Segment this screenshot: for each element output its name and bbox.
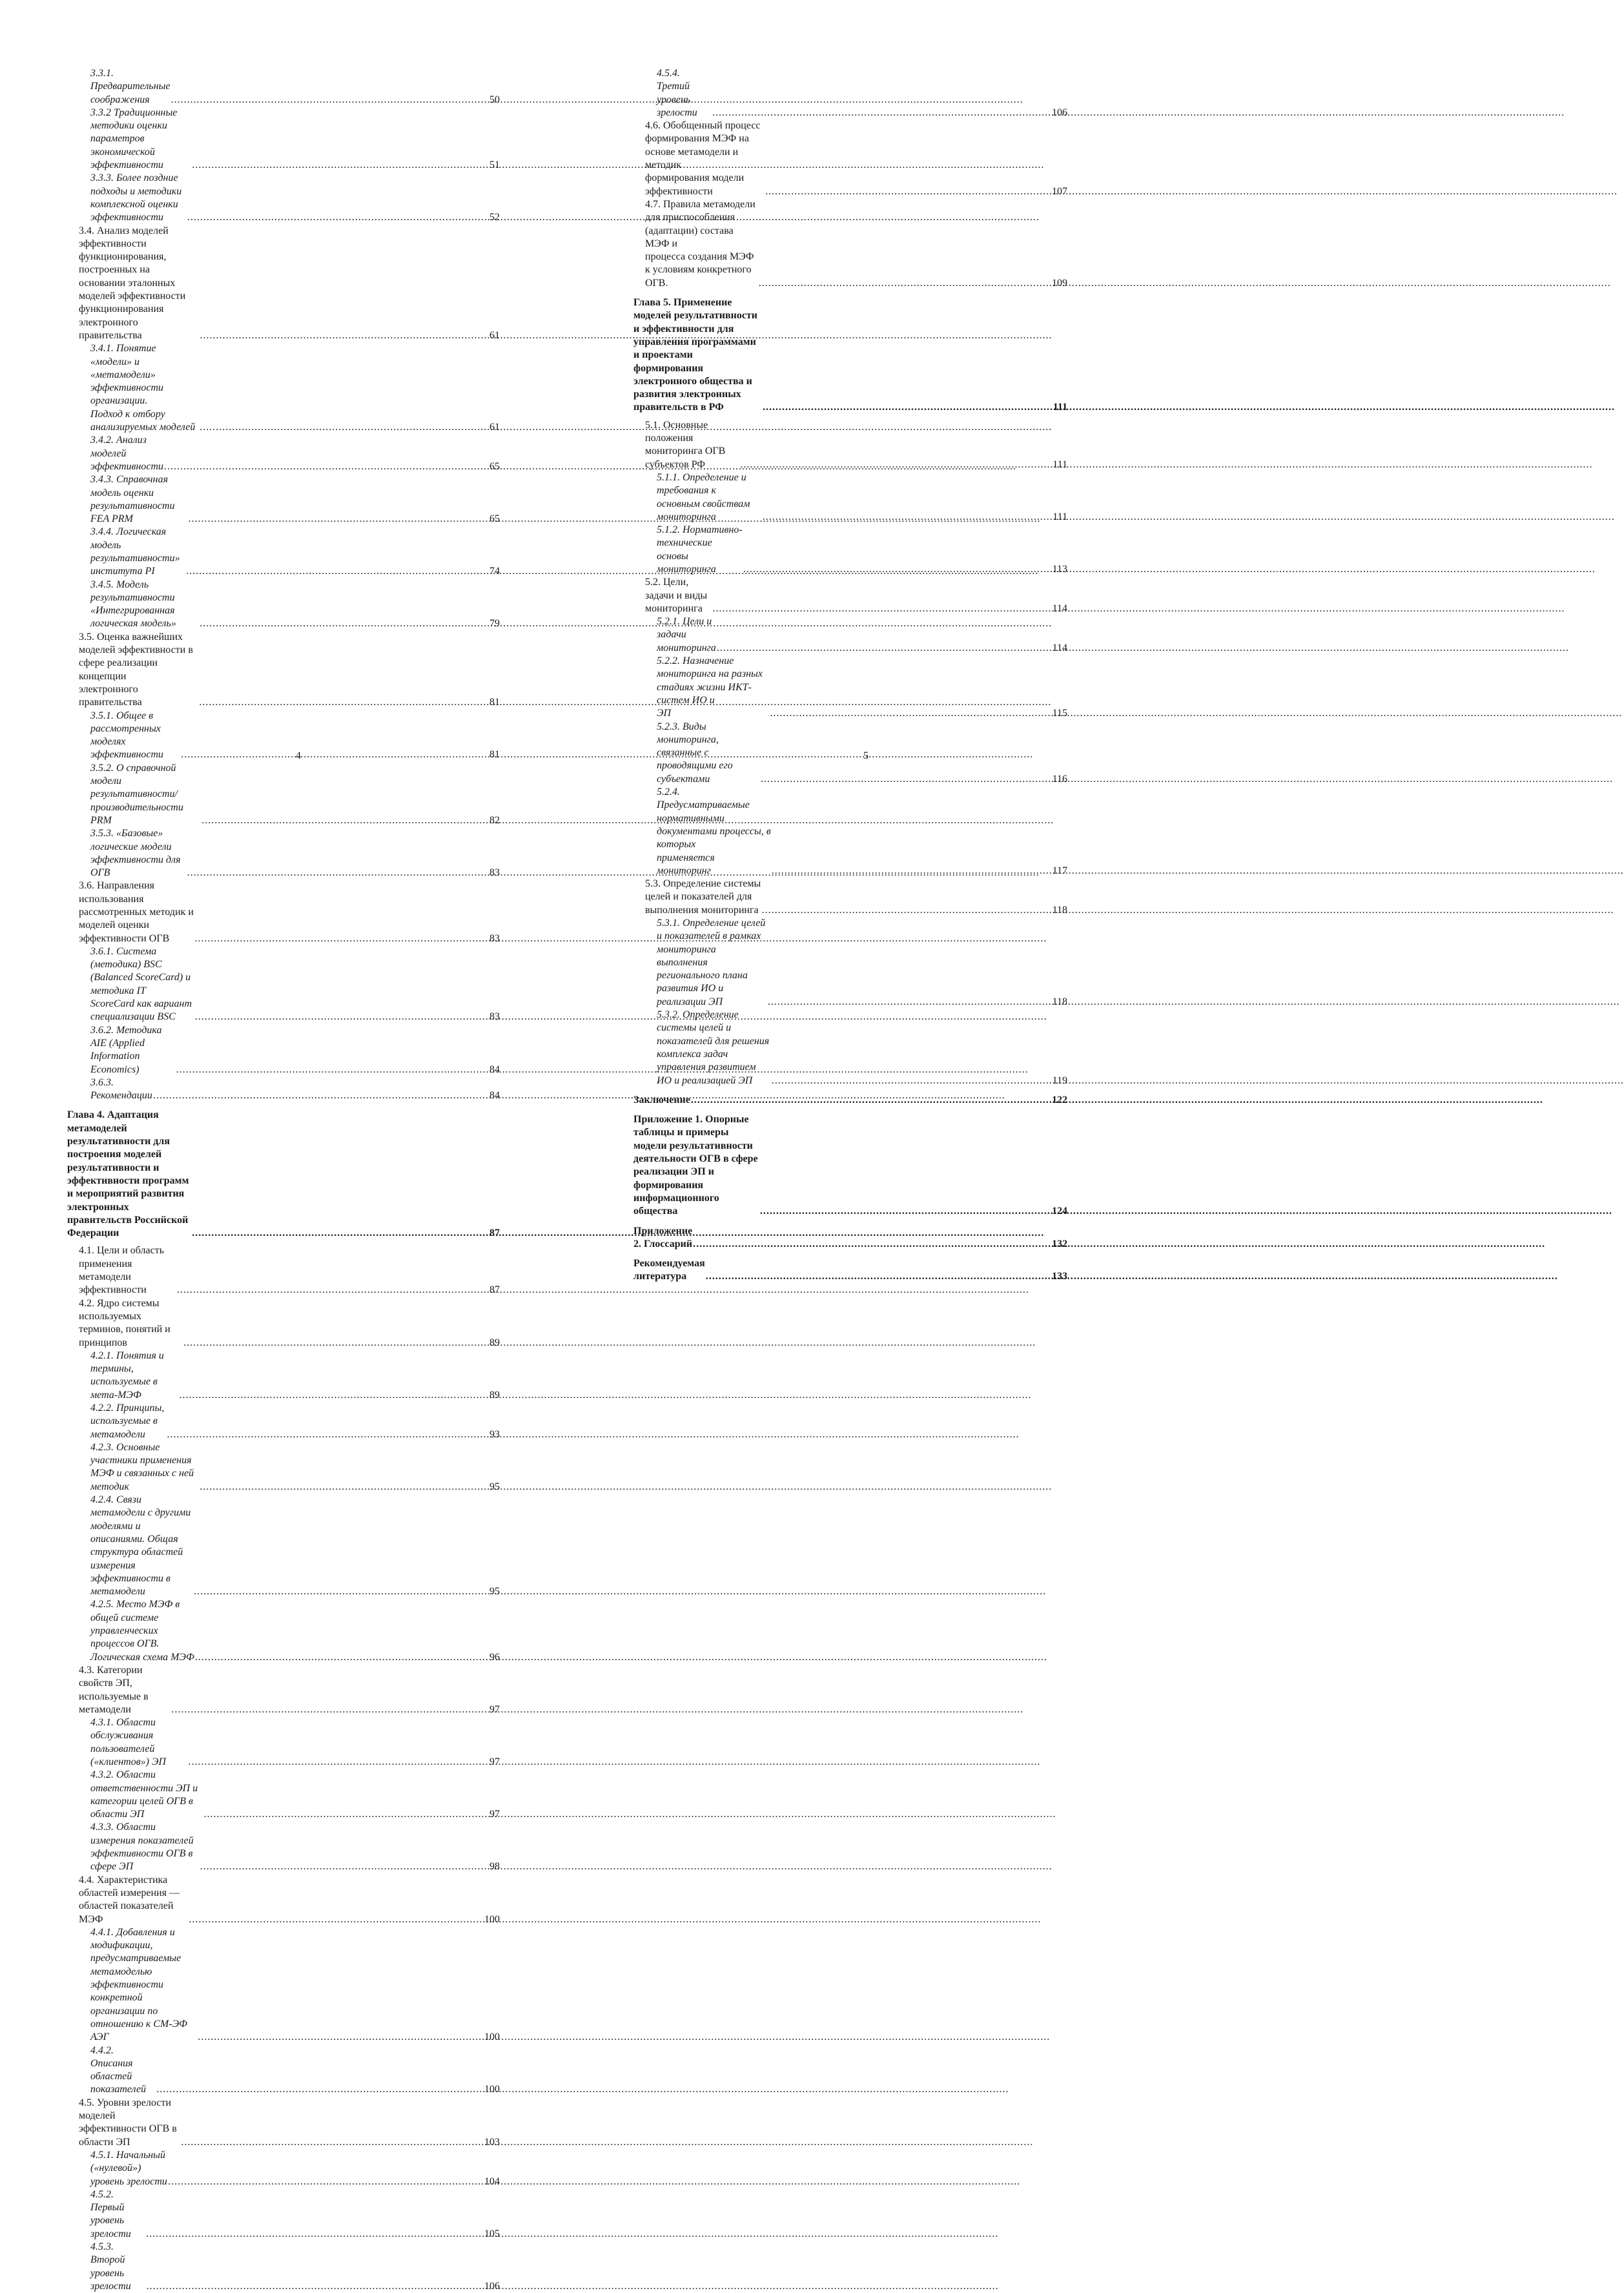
page-number-right: 5: [863, 750, 869, 761]
toc-page-number: 87: [489, 1228, 500, 1239]
toc-page-number: 89: [489, 1337, 500, 1348]
toc-entry-title: 3.5.2. О справочной модели результативности/ производительности PRM: [90, 762, 183, 826]
toc-page-number: 106: [484, 2280, 500, 2292]
dot-leader: [741, 458, 1053, 471]
toc-entry-title: 4.3.2. Области ответственности ЭП и категории целей ОГВ в области ЭП: [90, 1769, 198, 1820]
dot-leader: [768, 996, 1052, 1009]
toc-entry-title: 4.5.2. Первый уровень зрелости: [90, 2188, 131, 2239]
dot-leader: [200, 1860, 489, 1873]
toc-entry-title: 4.4.1. Добавления и модификации, предусматриваемые метамоделью эффективности конкретной организации по отношению к СМ-ЭФ АЭГ: [90, 1926, 188, 2043]
dot-leader: [177, 1284, 489, 1297]
toc-chapter-entry[interactable]: [67, 1109, 500, 1240]
toc-page-number: 109: [1052, 277, 1067, 289]
toc-page-number: 74: [489, 566, 500, 577]
toc-entry-title: Глава 5. Применение моделей результативности и эффективности для управления программами и проектами формирования электронного общества и развития электронных правительств в РФ: [633, 297, 757, 413]
dot-leader: [171, 94, 489, 107]
toc-page-number: 81: [489, 697, 500, 708]
dot-leader: [712, 107, 1051, 119]
toc-entry-title: 5.1. Основные положения мониторинга ОГВ субъектов РФ: [645, 419, 726, 470]
toc-entry-title: 3.6. Направления использования рассмотренных методик и моделей оценки эффективности ОГВ: [79, 880, 194, 944]
toc-entry-title: 3.4.5. Модель результативности «Интегрированная логическая модель»: [90, 579, 176, 630]
dot-leader: [706, 1270, 1051, 1283]
table-of-contents-right: [633, 67, 1067, 1288]
toc-entry-title: 4.3.1. Области обслуживания пользователей («клиентов») ЭП: [90, 1717, 167, 1767]
toc-entry[interactable]: [67, 434, 500, 473]
toc-page-number: 61: [489, 422, 500, 433]
toc-entry-title: Заключение: [633, 1094, 690, 1105]
toc-page-number: 111: [1053, 458, 1067, 470]
toc-page-number: 97: [489, 1809, 500, 1820]
toc-entry-title: 3.5.1. Общее в рассмотренных моделях эффективности: [90, 710, 164, 761]
toc-entry[interactable]: [67, 1244, 500, 1297]
toc-page-number: 111: [1053, 402, 1067, 413]
toc-page-number: 82: [489, 814, 500, 826]
toc-page-number: 117: [1052, 865, 1067, 876]
toc-page-number: 97: [489, 1703, 500, 1715]
dot-leader: [153, 1089, 489, 1102]
toc-entry-title: 4.2.2. Принципы, используемые в метамодели: [90, 1402, 165, 1440]
dot-leader: [762, 904, 1052, 917]
toc-entry[interactable]: [67, 579, 500, 631]
toc-page-number: 105: [484, 2228, 500, 2239]
dot-leader: [181, 2136, 484, 2149]
toc-entry-title: 5.2.4. Предусматриваемые нормативными документами процессы, в которых применяется мониторинг: [657, 787, 771, 876]
toc-entry-title: 5.2. Цели, задачи и виды мониторинга: [645, 577, 708, 614]
toc-page-number: 50: [489, 94, 500, 105]
toc-entry[interactable]: [67, 1821, 500, 1873]
toc-entry[interactable]: [67, 1402, 500, 1441]
toc-entry-title: 3.3.2 Традиционные методики оценки параметров экономической эффективности: [90, 107, 178, 171]
toc-entry-title: 3.3.3. Более поздние подходы и методики комплексной оценки эффективности: [90, 172, 182, 223]
toc-entry-title: 5.2.2. Назначение мониторинга на разных стадиях жизни ИКТ-систем ИО и ЭП: [657, 655, 763, 719]
toc-entry-title: 5.1.2. Нормативно-технические основы мониторинга: [657, 524, 743, 575]
toc-entry-title: 5.1.1. Определение и требования к основным свойствам мониторинга: [657, 471, 750, 522]
toc-page-number: 106: [1052, 107, 1067, 118]
dot-leader: [203, 1808, 489, 1821]
dot-leader: [763, 401, 1053, 414]
toc-entry-title: 4.2. Ядро системы используемых терминов, понятий и принципов: [79, 1297, 170, 1348]
toc-chapter-entry[interactable]: [633, 1257, 1067, 1284]
toc-page-number: 98: [489, 1861, 500, 1873]
toc-entry[interactable]: [67, 945, 500, 1024]
toc-page-number: 119: [1052, 1075, 1067, 1086]
toc-page-number: 114: [1052, 642, 1067, 653]
toc-entry-title: 3.5. Оценка важнейших моделей эффективности в сфере реализации концепции электронного правительства: [79, 631, 193, 708]
toc-entry-title: 4.4. Характеристика областей измерения — областей показателей МЭФ: [79, 1874, 180, 1925]
toc-entry[interactable]: [633, 615, 1067, 655]
toc-entry-title: 5.3. Определение системы целей и показателей для выполнения мониторинга: [645, 878, 761, 916]
dot-leader: [168, 2175, 484, 2188]
dot-leader: [199, 696, 489, 709]
toc-page-number: 111: [1053, 511, 1067, 522]
toc-entry-title: 4.2.4. Связи метамодели с другими моделями и описаниями. Общая структура областей измерения эффективности в метамодели: [90, 1494, 191, 1598]
toc-entry-title: 4.5.1. Начальный («нулевой») уровень зрелости: [90, 2149, 167, 2187]
toc-chapter-entry[interactable]: [633, 1094, 1067, 1107]
dot-leader: [179, 1389, 489, 1402]
toc-page-number: 122: [1052, 1094, 1067, 1105]
toc-entry[interactable]: [633, 576, 1067, 615]
toc-page-number: 103: [484, 2136, 500, 2148]
toc-entry-title: 4.3.3. Области измерения показателей эффективности ОГВ в сфере ЭП: [90, 1822, 194, 1873]
toc-page-number: 97: [489, 1756, 500, 1767]
dot-leader: [201, 814, 489, 827]
toc-entry[interactable]: [67, 879, 500, 945]
toc-entry[interactable]: [633, 721, 1067, 786]
toc-page-number: 114: [1052, 602, 1067, 614]
toc-entry[interactable]: [67, 225, 500, 343]
toc-entry-title: 5.2.1. Цели и задачи мониторинга: [657, 616, 716, 653]
toc-entry[interactable]: [67, 67, 500, 107]
toc-page-number: 100: [484, 1913, 500, 1925]
dot-leader: [761, 773, 1052, 786]
dot-leader: [188, 513, 489, 526]
toc-page-number: 133: [1052, 1271, 1067, 1282]
toc-entry-title: 3.6.3. Рекомендации: [90, 1076, 152, 1102]
dot-leader: [194, 932, 489, 945]
toc-entry-title: 4.5.3. Второй уровень зрелости: [90, 2241, 131, 2292]
toc-entry-title: 3.4.3. Справочная модель оценки результативности FEA PRM: [90, 474, 175, 525]
toc-entry[interactable]: [67, 827, 500, 879]
toc-entry[interactable]: [633, 655, 1067, 720]
toc-entry[interactable]: [67, 2097, 500, 2149]
toc-page-number: 65: [489, 460, 500, 472]
dot-leader: [147, 2280, 484, 2293]
dot-leader: [765, 185, 1051, 198]
dot-leader: [770, 707, 1051, 720]
toc-entry[interactable]: [633, 786, 1067, 878]
toc-entry-title: 4.5.4. Третий уровень зрелости: [657, 68, 697, 118]
toc-entry-title: 3.4.1. Понятие «модели» и «метамодели» эффективности организации. Подход к отбору анализируемых моделей: [90, 343, 196, 433]
toc-page-number: 113: [1052, 563, 1067, 575]
dot-leader: [189, 1913, 484, 1926]
toc-page-number: 100: [484, 2084, 500, 2095]
dot-leader: [195, 1651, 489, 1664]
toc-entry[interactable]: [633, 524, 1067, 576]
toc-page-number: 104: [484, 2175, 500, 2187]
toc-entry[interactable]: [67, 762, 500, 827]
dot-leader: [200, 421, 489, 434]
toc-entry[interactable]: [633, 1009, 1067, 1087]
dot-leader: [192, 159, 489, 172]
toc-entry[interactable]: [67, 1024, 500, 1076]
dot-leader: [186, 565, 489, 578]
toc-entry[interactable]: [67, 1350, 500, 1402]
dot-leader: [192, 1227, 489, 1240]
toc-entry-title: 3.4. Анализ моделей эффективности функционирования, построенных на основании эталонных моделей эффективности функционирования электронного правительства: [79, 225, 186, 341]
toc-entry[interactable]: [67, 1076, 500, 1103]
toc-entry-title: 3.6.2. Методика AIE (Applied Information Economics): [90, 1024, 162, 1075]
dot-leader: [189, 1756, 489, 1769]
toc-page-number: 100: [484, 2031, 500, 2043]
dot-leader: [194, 1585, 489, 1598]
toc-entry[interactable]: [67, 1874, 500, 1926]
toc-entry[interactable]: [67, 631, 500, 710]
toc-page-number: 115: [1052, 708, 1067, 719]
toc-entry-title: Приложение 1. Опорные таблицы и примеры модели результативности деятельности ОГВ в сфере реализации ЭП и формирования информационного общества: [633, 1114, 758, 1217]
toc-page-number: 124: [1052, 1206, 1067, 1217]
toc-entry[interactable]: [633, 67, 1067, 119]
toc-entry-title: 4.7. Правила метамодели для приспособления (адаптации) состава МЭФ и процесса создания МЭФ к условиям конкретного ОГВ.: [645, 198, 755, 289]
toc-page-number: 95: [489, 1586, 500, 1598]
toc-page-number: 132: [1052, 1238, 1067, 1249]
toc-entry-title: Глава 4. Адаптация метамоделей результативности для построения моделей результативности и эффективности программ и мероприятий развития электронных правительств Российской Федерации: [67, 1109, 189, 1239]
toc-entry-title: 4.2.5. Место МЭФ в общей системе управленческих процессов ОГВ. Логическая схема МЭФ: [90, 1599, 194, 1663]
toc-page-number: 79: [489, 618, 500, 630]
toc-entry-title: 3.6.1. Система (методика) BSC (Balanced ScoreCard) и методика IT ScoreCard как вариант специализации BSC: [90, 945, 192, 1023]
toc-entry[interactable]: [633, 198, 1067, 290]
toc-page-number: 84: [489, 1090, 500, 1102]
dot-leader: [198, 2031, 484, 2044]
toc-page-number: 83: [489, 867, 500, 879]
toc-entry[interactable]: [67, 1664, 500, 1716]
toc-entry-title: 4.6. Обобщенный процесс формирования МЭФ на основе метамодели и методик формирования модели эффективности: [645, 120, 761, 197]
dot-leader: [187, 867, 489, 879]
toc-entry-title: 3.3.1. Предварительные соображения: [90, 68, 170, 105]
dot-leader: [200, 617, 489, 630]
toc-entry[interactable]: [67, 172, 500, 224]
toc-page-number: 65: [489, 513, 500, 525]
toc-page-number: 89: [489, 1389, 500, 1401]
toc-entry-title: Рекомендуемая литература: [633, 1258, 705, 1282]
toc-chapter-entry[interactable]: [633, 1225, 1067, 1251]
dot-leader: [156, 2083, 484, 2096]
dot-leader: [171, 1703, 489, 1716]
dot-leader: [772, 865, 1052, 878]
toc-entry-title: 4.3. Категории свойств ЭП, используемые в метамодели: [79, 1664, 149, 1715]
dot-leader: [200, 329, 489, 342]
toc-entry[interactable]: [67, 1716, 500, 1769]
toc-entry[interactable]: [67, 1926, 500, 2044]
dot-leader: [176, 1064, 489, 1076]
toc-page-number: 61: [489, 329, 500, 341]
dot-leader: [146, 2228, 484, 2241]
dot-leader: [181, 748, 489, 761]
dot-leader: [183, 1337, 489, 1350]
toc-entry-title: 4.1. Цели и область применения метамодели эффективности: [79, 1245, 164, 1296]
dot-leader: [164, 460, 489, 473]
toc-entry[interactable]: [67, 1769, 500, 1821]
toc-entry[interactable]: [67, 1441, 500, 1494]
toc-entry[interactable]: [67, 2241, 500, 2293]
dot-leader: [195, 1011, 489, 1023]
toc-entry[interactable]: [633, 917, 1067, 1009]
toc-page-number: 87: [489, 1284, 500, 1296]
toc-page-number: 107: [1052, 185, 1067, 197]
toc-page-number: 118: [1052, 996, 1067, 1007]
toc-entry[interactable]: [67, 2044, 500, 2097]
toc-page-number: 84: [489, 1064, 500, 1075]
toc-page-number: 118: [1052, 904, 1067, 916]
left-page: [0, 0, 566, 2292]
toc-page-number: 95: [489, 1481, 500, 1492]
toc-entry[interactable]: [67, 2188, 500, 2241]
toc-entry-title: 3.4.2. Анализ моделей эффективности: [90, 435, 164, 472]
table-of-contents-left: [67, 67, 500, 2293]
dot-leader: [772, 1075, 1052, 1087]
dot-leader: [200, 1481, 489, 1494]
toc-entry-title: 5.3.2. Определение системы целей и показателей для решения комплекса задач управления развитием ИО и реализацией ЭП: [657, 1009, 770, 1086]
toc-entry[interactable]: [67, 1297, 500, 1350]
toc-entry-title: 4.4.2. Описания областей показателей: [90, 2044, 147, 2095]
toc-entry-title: 4.2.3. Основные участники применения МЭФ и связанных с ней методик: [90, 1441, 194, 1492]
toc-entry[interactable]: [633, 471, 1067, 524]
toc-page-number: 83: [489, 1011, 500, 1023]
toc-page-number: 96: [489, 1651, 500, 1663]
toc-entry-title: 3.4.4. Логическая модель результативности» института PI: [90, 526, 180, 577]
toc-page-number: 83: [489, 932, 500, 944]
toc-entry-title: 4.2.1. Понятия и термины, используемые в мета-МЭФ: [90, 1350, 164, 1401]
page-number-left: 4: [296, 750, 301, 761]
toc-entry[interactable]: [67, 1598, 500, 1663]
dot-leader: [743, 563, 1052, 576]
toc-entry[interactable]: [633, 119, 1067, 198]
toc-chapter-entry[interactable]: [633, 1113, 1067, 1218]
toc-entry[interactable]: [67, 710, 500, 762]
toc-entry[interactable]: [67, 1494, 500, 1598]
dot-leader: [187, 211, 489, 224]
toc-entry[interactable]: [67, 473, 500, 526]
toc-entry-title: 5.2.3. Виды мониторинга, связанные с проводящими его субъектами: [657, 721, 733, 785]
dot-leader: [693, 1238, 1051, 1251]
dot-leader: [717, 642, 1052, 655]
dot-leader: [759, 277, 1051, 290]
toc-entry-title: 4.5. Уровни зрелости моделей эффективности ОГВ в области ЭП: [79, 2097, 177, 2148]
toc-entry-title: Приложение 2. Глоссарий: [633, 1225, 693, 1249]
toc-page-number: 116: [1052, 773, 1067, 785]
dot-leader: [760, 1205, 1051, 1218]
toc-entry-title: 5.3.1. Определение целей и показателей в рамках мониторинга выполнения регионального плана развития ИО и реализации ЭП: [657, 918, 766, 1007]
toc-page-number: 93: [489, 1428, 500, 1440]
toc-entry[interactable]: [67, 107, 500, 172]
toc-page-number: 51: [489, 159, 500, 171]
dot-leader: [691, 1094, 1051, 1107]
dot-leader: [167, 1428, 489, 1441]
toc-page-number: 52: [489, 212, 500, 223]
right-page: [566, 0, 1133, 1282]
dot-leader: [763, 511, 1052, 524]
toc-entry[interactable]: [633, 419, 1067, 471]
toc-entry[interactable]: [633, 878, 1067, 917]
dot-leader: [713, 602, 1052, 615]
toc-entry[interactable]: [67, 342, 500, 434]
toc-entry[interactable]: [67, 2149, 500, 2188]
toc-entry[interactable]: [67, 526, 500, 578]
toc-entry-title: 3.5.3. «Базовые» логические модели эффективности для ОГВ: [90, 828, 181, 879]
toc-chapter-entry[interactable]: [633, 296, 1067, 415]
toc-page-number: 81: [489, 749, 500, 761]
